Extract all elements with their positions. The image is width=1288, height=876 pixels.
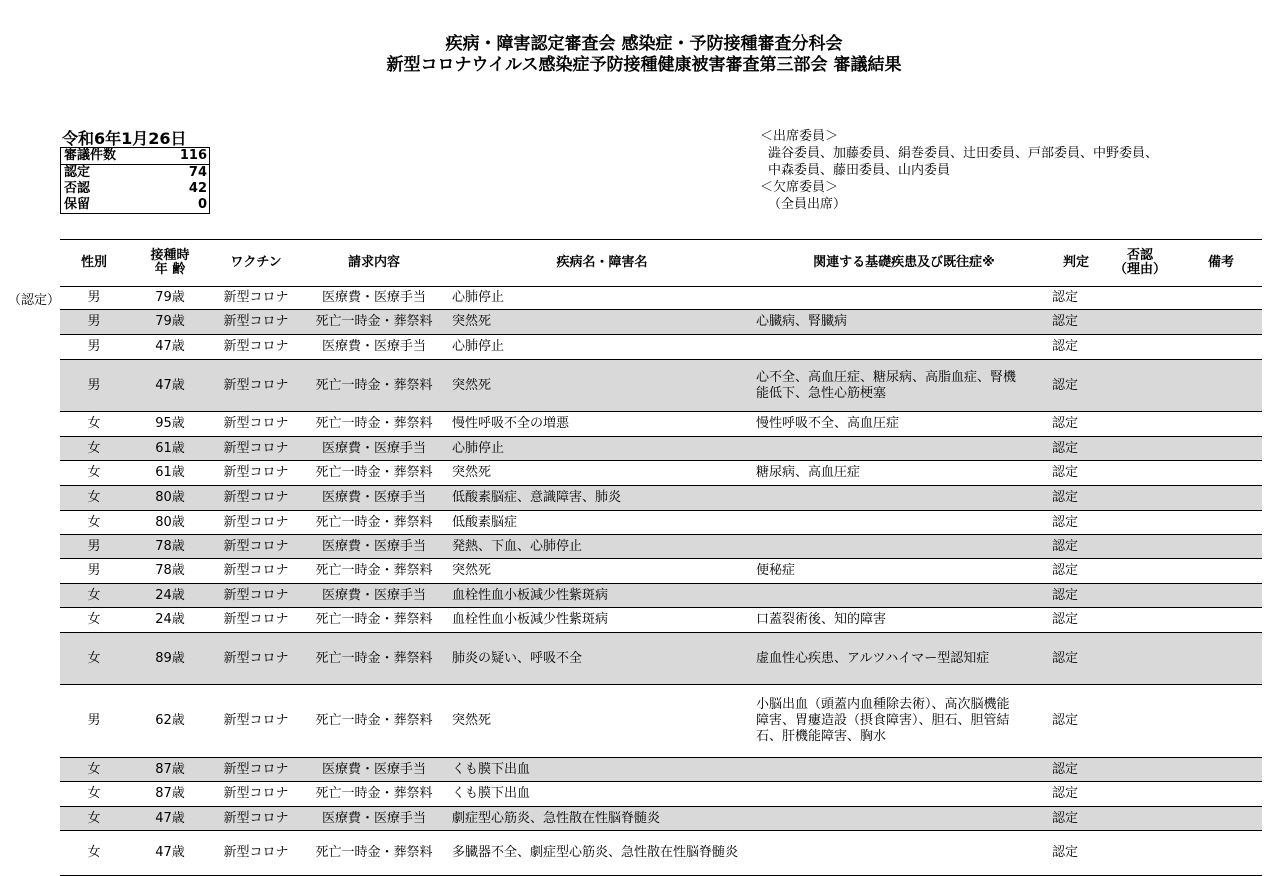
cell-remarks (1180, 685, 1262, 757)
table-row (60, 437, 1262, 461)
cell-sex: 女 (87, 650, 101, 666)
cell-rejection (1100, 608, 1180, 632)
cell-rejection (1100, 461, 1180, 485)
cell-request: 死亡一時金・葬祭料 (315, 416, 433, 431)
table-row (60, 310, 1262, 335)
cell-related (756, 782, 1052, 806)
cell-judgment: 認定 (1052, 786, 1079, 801)
cell-request: 死亡一時金・葬祭料 (315, 314, 433, 329)
cell-sex: 女 (87, 761, 101, 777)
attendance-block (760, 128, 1158, 213)
header-related: 関連する基礎疾患及び既往症※ (813, 255, 995, 270)
cell-related: 便秘症 (756, 563, 796, 578)
table-row (60, 831, 1262, 876)
summary-label: 否認 (64, 181, 91, 196)
table-row (60, 287, 1262, 310)
cell-remarks (1180, 559, 1262, 583)
summary-value: 74 (188, 165, 207, 180)
cell-remarks (1180, 335, 1262, 359)
cell-vaccine: 新型コロナ (223, 713, 289, 728)
cell-disease: 低酸素脳症 (452, 514, 518, 530)
table-row (60, 461, 1262, 486)
header-age-line1: 接種時 (150, 248, 190, 263)
cell-sex: 女 (87, 845, 101, 860)
present-members-header: ＜出席委員＞ (760, 129, 839, 144)
cell-request: 死亡一時金・葬祭料 (315, 650, 433, 666)
cell-related (756, 287, 1052, 309)
cell-vaccine: 新型コロナ (223, 440, 289, 456)
cell-judgment: 認定 (1052, 650, 1079, 666)
cell-sex: 男 (87, 339, 101, 354)
cell-vaccine: 新型コロナ (223, 612, 289, 627)
cell-remarks (1180, 584, 1262, 607)
cell-remarks (1180, 758, 1262, 781)
cell-disease: 突然死 (452, 563, 492, 578)
cell-vaccine: 新型コロナ (223, 339, 289, 354)
cell-remarks (1180, 782, 1262, 806)
document-title-line2: 新型コロナウイルス感染症予防接種健康被害審査第三部会 審議結果 (386, 55, 902, 75)
cell-judgment: 認定 (1052, 538, 1079, 554)
cell-remarks (1180, 831, 1262, 875)
cell-remarks (1180, 633, 1262, 684)
cell-vaccine: 新型コロナ (223, 587, 289, 603)
cell-remarks (1180, 437, 1262, 460)
cell-related: 虚血性心疾患、アルツハイマー型認知症 (756, 650, 990, 666)
cell-request: 死亡一時金・葬祭料 (315, 845, 433, 860)
table-row (60, 535, 1262, 559)
cell-related: 心臓病、腎臓病 (756, 314, 848, 329)
header-age (128, 240, 212, 286)
cell-age: 78歳 (155, 538, 185, 554)
cell-disease: くも膜下出血 (452, 761, 531, 777)
cell-age: 87歳 (155, 761, 185, 777)
header-sex: 性別 (80, 255, 107, 270)
cell-age: 80歳 (155, 490, 185, 505)
table-row (60, 584, 1262, 608)
cell-age: 47歳 (155, 810, 185, 826)
cell-vaccine: 新型コロナ (223, 416, 289, 431)
table-row (60, 360, 1262, 412)
cell-disease: 血栓性血小板減少性紫斑病 (452, 612, 609, 627)
cell-judgment: 認定 (1052, 490, 1079, 505)
cell-judgment: 認定 (1052, 514, 1079, 530)
absent-members-line: （全員出席） (768, 197, 847, 212)
cell-sex: 女 (87, 587, 101, 603)
summary-value: 42 (188, 181, 207, 196)
summary-row-approved (61, 165, 209, 181)
summary-label: 保留 (64, 197, 91, 212)
cell-rejection (1100, 584, 1180, 607)
cell-related (756, 335, 1052, 359)
summary-label: 審議件数 (64, 148, 117, 163)
cell-rejection (1100, 535, 1180, 558)
summary-value: 116 (179, 148, 207, 163)
cell-remarks (1180, 511, 1262, 534)
cell-vaccine: 新型コロナ (223, 377, 289, 393)
cell-sex: 女 (87, 465, 101, 480)
cell-remarks (1180, 486, 1262, 510)
cell-request: 死亡一時金・葬祭料 (315, 563, 433, 578)
cell-related: 慢性呼吸不全、高血圧症 (756, 416, 900, 431)
cell-request: 医療費・医療手当 (321, 490, 426, 505)
table-row (60, 412, 1262, 437)
cell-disease: くも膜下出血 (452, 786, 531, 801)
cell-judgment: 認定 (1052, 440, 1079, 456)
cell-request: 医療費・医療手当 (321, 440, 426, 456)
cell-rejection (1100, 310, 1180, 334)
header-judgment: 判定 (1062, 255, 1089, 270)
cell-sex: 男 (87, 377, 101, 393)
cell-rejection (1100, 437, 1180, 460)
cell-vaccine: 新型コロナ (223, 514, 289, 530)
cell-remarks (1180, 807, 1262, 830)
cell-sex: 女 (87, 514, 101, 530)
cell-disease: 血栓性血小板減少性紫斑病 (452, 587, 609, 603)
meeting-date: 令和6年1月26日 (62, 129, 187, 148)
cell-age: 78歳 (155, 563, 185, 578)
cell-judgment: 認定 (1052, 290, 1079, 305)
cell-sex: 男 (87, 314, 101, 329)
cell-related (756, 511, 1052, 534)
cell-rejection (1100, 831, 1180, 875)
cell-remarks (1180, 287, 1262, 309)
cell-related (756, 584, 1052, 607)
cell-related: 小脳出血（頭蓋内血種除去術）、高次脳機能障害、胃瘻造設（摂食障害）、胆石、胆管結石、肝機能障害、胸水 (756, 697, 1010, 744)
section-label-approved: （認定） (8, 293, 61, 308)
cell-age: 47歳 (155, 377, 185, 393)
table-row (60, 559, 1262, 584)
cell-judgment: 認定 (1052, 377, 1079, 393)
cell-age: 89歳 (155, 650, 185, 666)
cell-related (756, 486, 1052, 510)
cell-sex: 男 (87, 713, 101, 728)
cell-related: 糖尿病、高血圧症 (756, 465, 861, 480)
cell-vaccine: 新型コロナ (223, 761, 289, 777)
cell-judgment: 認定 (1052, 314, 1079, 329)
header-rejection-line2: （理由） (1113, 262, 1166, 277)
cell-judgment: 認定 (1052, 416, 1079, 431)
cell-disease: 突然死 (452, 713, 492, 728)
cell-rejection (1100, 486, 1180, 510)
cell-remarks (1180, 461, 1262, 485)
table-row (60, 608, 1262, 633)
cell-disease: 低酸素脳症、意識障害、肺炎 (452, 490, 622, 505)
cell-rejection (1100, 807, 1180, 830)
header-remarks: 備考 (1207, 255, 1234, 270)
cell-related (756, 807, 1052, 830)
header-request: 請求内容 (347, 255, 400, 270)
cell-age: 95歳 (155, 416, 185, 431)
table-row (60, 486, 1262, 511)
table-row (60, 807, 1262, 831)
cell-rejection (1100, 685, 1180, 757)
cell-rejection (1100, 782, 1180, 806)
summary-row-pending (61, 197, 209, 213)
cell-disease: 肺炎の疑い、呼吸不全 (452, 650, 583, 666)
cell-vaccine: 新型コロナ (223, 490, 289, 505)
summary-value: 0 (197, 197, 207, 212)
cell-judgment: 認定 (1052, 587, 1079, 603)
cell-request: 死亡一時金・葬祭料 (315, 514, 433, 530)
cell-related: 口蓋裂術後、知的障害 (756, 612, 887, 627)
cell-disease: 突然死 (452, 377, 492, 393)
cell-age: 62歳 (155, 713, 185, 728)
cell-age: 24歳 (155, 612, 185, 627)
cell-sex: 女 (87, 612, 101, 627)
cell-age: 47歳 (155, 339, 185, 354)
table-row (60, 511, 1262, 535)
cell-request: 医療費・医療手当 (321, 810, 426, 826)
cell-sex: 女 (87, 440, 101, 456)
cell-vaccine: 新型コロナ (223, 786, 289, 801)
summary-row-total (61, 148, 209, 165)
cell-related (756, 437, 1052, 460)
cell-related (756, 535, 1052, 558)
header-age-line2: 年 齢 (154, 262, 186, 277)
cell-judgment: 認定 (1052, 845, 1079, 860)
header-rejection-line1: 否認 (1126, 248, 1153, 263)
cell-age: 61歳 (155, 465, 185, 480)
cell-rejection (1100, 511, 1180, 534)
cell-vaccine: 新型コロナ (223, 290, 289, 305)
cell-request: 死亡一時金・葬祭料 (315, 612, 433, 627)
header-disease: 疾病名・障害名 (556, 255, 648, 270)
cell-judgment: 認定 (1052, 810, 1079, 826)
table-row (60, 782, 1262, 807)
cell-vaccine: 新型コロナ (223, 465, 289, 480)
cell-judgment: 認定 (1052, 761, 1079, 777)
cell-request: 死亡一時金・葬祭料 (315, 786, 433, 801)
summary-box (60, 147, 210, 214)
cell-disease: 突然死 (452, 465, 492, 480)
cell-age: 24歳 (155, 587, 185, 603)
cell-age: 80歳 (155, 514, 185, 530)
cell-sex: 女 (87, 810, 101, 826)
summary-label: 認定 (64, 165, 91, 180)
cell-judgment: 認定 (1052, 612, 1079, 627)
cell-remarks (1180, 310, 1262, 334)
cell-vaccine: 新型コロナ (223, 538, 289, 554)
cell-request: 死亡一時金・葬祭料 (315, 377, 433, 393)
cell-age: 79歳 (155, 314, 185, 329)
cell-age: 87歳 (155, 786, 185, 801)
table-row (60, 633, 1262, 685)
cell-vaccine: 新型コロナ (223, 810, 289, 826)
cell-request: 死亡一時金・葬祭料 (315, 465, 433, 480)
cell-age: 79歳 (155, 290, 185, 305)
summary-row-rejected (61, 181, 209, 197)
cell-disease: 慢性呼吸不全の増悪 (452, 416, 570, 431)
cell-related: 心不全、高血圧症、糖尿病、高脂血症、腎機能低下、急性心筋梗塞 (756, 369, 1017, 401)
cell-vaccine: 新型コロナ (223, 845, 289, 860)
cell-judgment: 認定 (1052, 465, 1079, 480)
cell-judgment: 認定 (1052, 339, 1079, 354)
cell-sex: 男 (87, 538, 101, 554)
cell-vaccine: 新型コロナ (223, 650, 289, 666)
present-members-line2: 中森委員、藤田委員、山内委員 (768, 163, 951, 178)
cell-remarks (1180, 608, 1262, 632)
cell-request: 医療費・医療手当 (321, 587, 426, 603)
table-row (60, 335, 1262, 360)
cell-rejection (1100, 758, 1180, 781)
cell-sex: 女 (87, 490, 101, 505)
cell-disease: 発熱、下血、心肺停止 (452, 538, 583, 554)
cell-age: 47歳 (155, 845, 185, 860)
table-row (60, 685, 1262, 758)
cell-remarks (1180, 535, 1262, 558)
cell-remarks (1180, 360, 1262, 411)
cell-disease: 多臓器不全、劇症型心筋炎、急性散在性脳脊髄炎 (452, 845, 739, 860)
cell-sex: 男 (87, 290, 101, 305)
document-title-line1: 疾病・障害認定審査会 感染症・予防接種審査分科会 (445, 34, 843, 54)
cell-vaccine: 新型コロナ (223, 563, 289, 578)
cell-sex: 女 (87, 416, 101, 431)
cell-judgment: 認定 (1052, 713, 1079, 728)
results-table (60, 239, 1262, 876)
cell-disease: 心肺停止 (452, 440, 505, 456)
cell-judgment: 認定 (1052, 563, 1079, 578)
cell-sex: 男 (87, 563, 101, 578)
cell-rejection (1100, 360, 1180, 411)
table-header (60, 239, 1262, 287)
cell-request: 死亡一時金・葬祭料 (315, 713, 433, 728)
cell-rejection (1100, 335, 1180, 359)
absent-members-header: ＜欠席委員＞ (760, 180, 839, 195)
cell-request: 医療費・医療手当 (321, 290, 426, 305)
cell-rejection (1100, 412, 1180, 436)
cell-rejection (1100, 633, 1180, 684)
table-row (60, 758, 1262, 782)
cell-disease: 劇症型心筋炎、急性散在性脳脊髄炎 (452, 810, 661, 826)
present-members-line1: 澁谷委員、加藤委員、絹巻委員、辻田委員、戸部委員、中野委員、 (768, 146, 1159, 161)
cell-disease: 心肺停止 (452, 339, 505, 354)
cell-request: 医療費・医療手当 (321, 538, 426, 554)
cell-request: 医療費・医療手当 (321, 761, 426, 777)
cell-vaccine: 新型コロナ (223, 314, 289, 329)
cell-related (756, 758, 1052, 781)
cell-request: 医療費・医療手当 (321, 339, 426, 354)
header-rejection (1100, 240, 1180, 286)
cell-related (756, 831, 1052, 875)
cell-remarks (1180, 412, 1262, 436)
cell-disease: 突然死 (452, 314, 492, 329)
table-body (60, 287, 1262, 876)
cell-age: 61歳 (155, 440, 185, 456)
cell-rejection (1100, 559, 1180, 583)
cell-disease: 心肺停止 (452, 290, 505, 305)
header-vaccine: ワクチン (230, 255, 282, 270)
cell-sex: 女 (87, 786, 101, 801)
cell-rejection (1100, 287, 1180, 309)
